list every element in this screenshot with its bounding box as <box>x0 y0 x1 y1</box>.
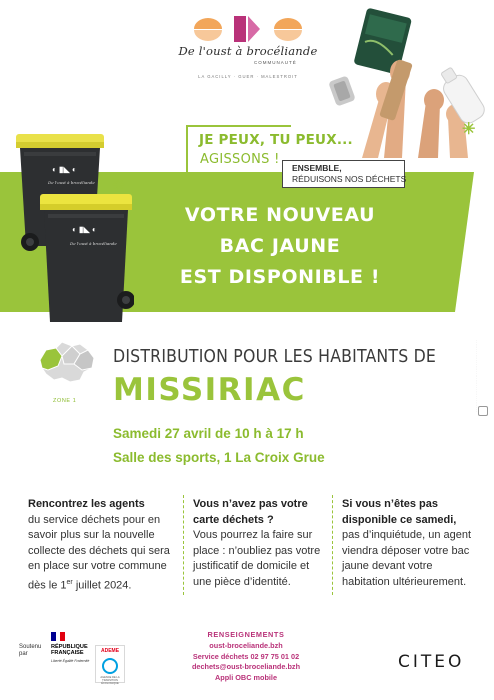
col1-heading: Rencontrez les agents <box>28 498 145 510</box>
headline-line-1: VOTRE NOUVEAU <box>184 204 376 226</box>
sparkle-icon: ✳ <box>112 177 125 194</box>
logo-wordmark: De l'oust à brocéliande <box>178 44 318 58</box>
col3-heading: Si vous n’êtes pas disponible ce samedi, <box>342 498 457 526</box>
sparkle-icon: ✳ <box>38 296 49 311</box>
legal-mention: · · · · · · · · · · · · · · · · · · · · · · · · · · · · · · · · · · · · · · · · <box>474 340 478 412</box>
contact-block <box>176 630 316 684</box>
citeo-logo: CITEO <box>398 652 465 672</box>
obc-logo <box>178 14 318 84</box>
bin-label: ◐ ▮◣ ◐ <box>52 165 77 174</box>
col2-text: Vous pourrez la faire sur place : n’oubliez pas votre justificatif de domicile et une pièce d’identité. <box>193 529 321 588</box>
ademe-subtitle: AGENCE DE LA TRANSITION ÉCOLOGIQUE <box>100 676 120 685</box>
svg-text:◐ ▮◣ ◐: ◐ ▮◣ ◐ <box>72 225 97 234</box>
contact-app: Appli OBC mobile <box>214 673 278 683</box>
republique-francaise-logo <box>50 632 90 680</box>
rf-motto: Liberté Égalité Fraternité <box>51 659 90 663</box>
ensemble-line-2: RÉDUISONS NOS DÉCHETS <box>292 174 407 184</box>
ademe-logo <box>95 645 125 683</box>
zone-map-icon <box>36 340 98 386</box>
headline-line-2: BAC JAUNE <box>219 235 341 257</box>
col1-text: du service déchets pour en savoir plus sur la nouvelle collecte des déchets qui sera en place sur votre commune dès le 1 <box>28 513 170 592</box>
contact-title: RENSEIGNEMENTS <box>207 630 285 639</box>
wheelie-bin-front-icon <box>38 190 134 330</box>
obc-logo-mark-icon <box>188 14 308 44</box>
event-location: Salle des sports, 1 La Croix Grue <box>113 450 325 465</box>
col2-heading: Vous n’avez pas votre carte déchets ? <box>193 498 308 526</box>
svg-text:De l'oust à brocéliande: De l'oust à brocéliande <box>70 241 117 246</box>
distribution-title: DISTRIBUTION POUR LES HABITANTS DE <box>113 347 437 367</box>
col1-sup: er <box>66 578 73 586</box>
contact-email-link[interactable]: dechets@oust-broceliande.bzh <box>191 662 301 672</box>
info-column-absent <box>342 497 477 591</box>
col3-text: pas d’inquiétude, un agent viendra déposer votre bac jaune devant votre habitation ultérieurement. <box>342 529 472 588</box>
logo-towns: LA GACILLY · GUER · MALESTROIT <box>198 74 298 79</box>
zone-label: ZONE 1 <box>53 398 77 404</box>
rf-line-1: RÉPUBLIQUE <box>51 644 88 650</box>
triman-icon <box>478 406 488 416</box>
headline-line-3: EST DISPONIBLE ! <box>179 266 381 288</box>
ensemble-line-1: ENSEMBLE, <box>292 163 342 173</box>
col1-tail: juillet 2024. <box>72 579 132 592</box>
column-divider <box>332 495 333 595</box>
slogan-line-1: JE PEUX, TU PEUX... <box>199 132 353 148</box>
marianne-flag-icon <box>51 632 65 641</box>
contact-phone[interactable]: Service déchets 02 97 75 01 02 <box>192 651 300 661</box>
contact-website-link[interactable]: oust-broceliande.bzh <box>209 640 283 650</box>
event-date: Samedi 27 avril de 10 h à 17 h <box>113 426 304 441</box>
supported-by-label: Soutenu par <box>19 644 42 657</box>
ademe-title: ADEME <box>100 648 120 654</box>
city-name: MISSIRIAC <box>113 372 306 408</box>
ademe-circle-icon <box>102 658 118 674</box>
logo-subtitle: COMMUNAUTÉ <box>254 60 297 65</box>
column-divider <box>183 495 184 595</box>
slogan-line-2: AGISSONS ! <box>200 152 280 167</box>
info-column-card <box>193 497 328 591</box>
rf-line-2: FRANÇAISE <box>51 650 84 657</box>
info-column-agents <box>28 497 178 594</box>
bin-subtext: De l'oust à brocéliande <box>48 180 95 185</box>
sparkle-icon: ✳ <box>462 121 476 138</box>
